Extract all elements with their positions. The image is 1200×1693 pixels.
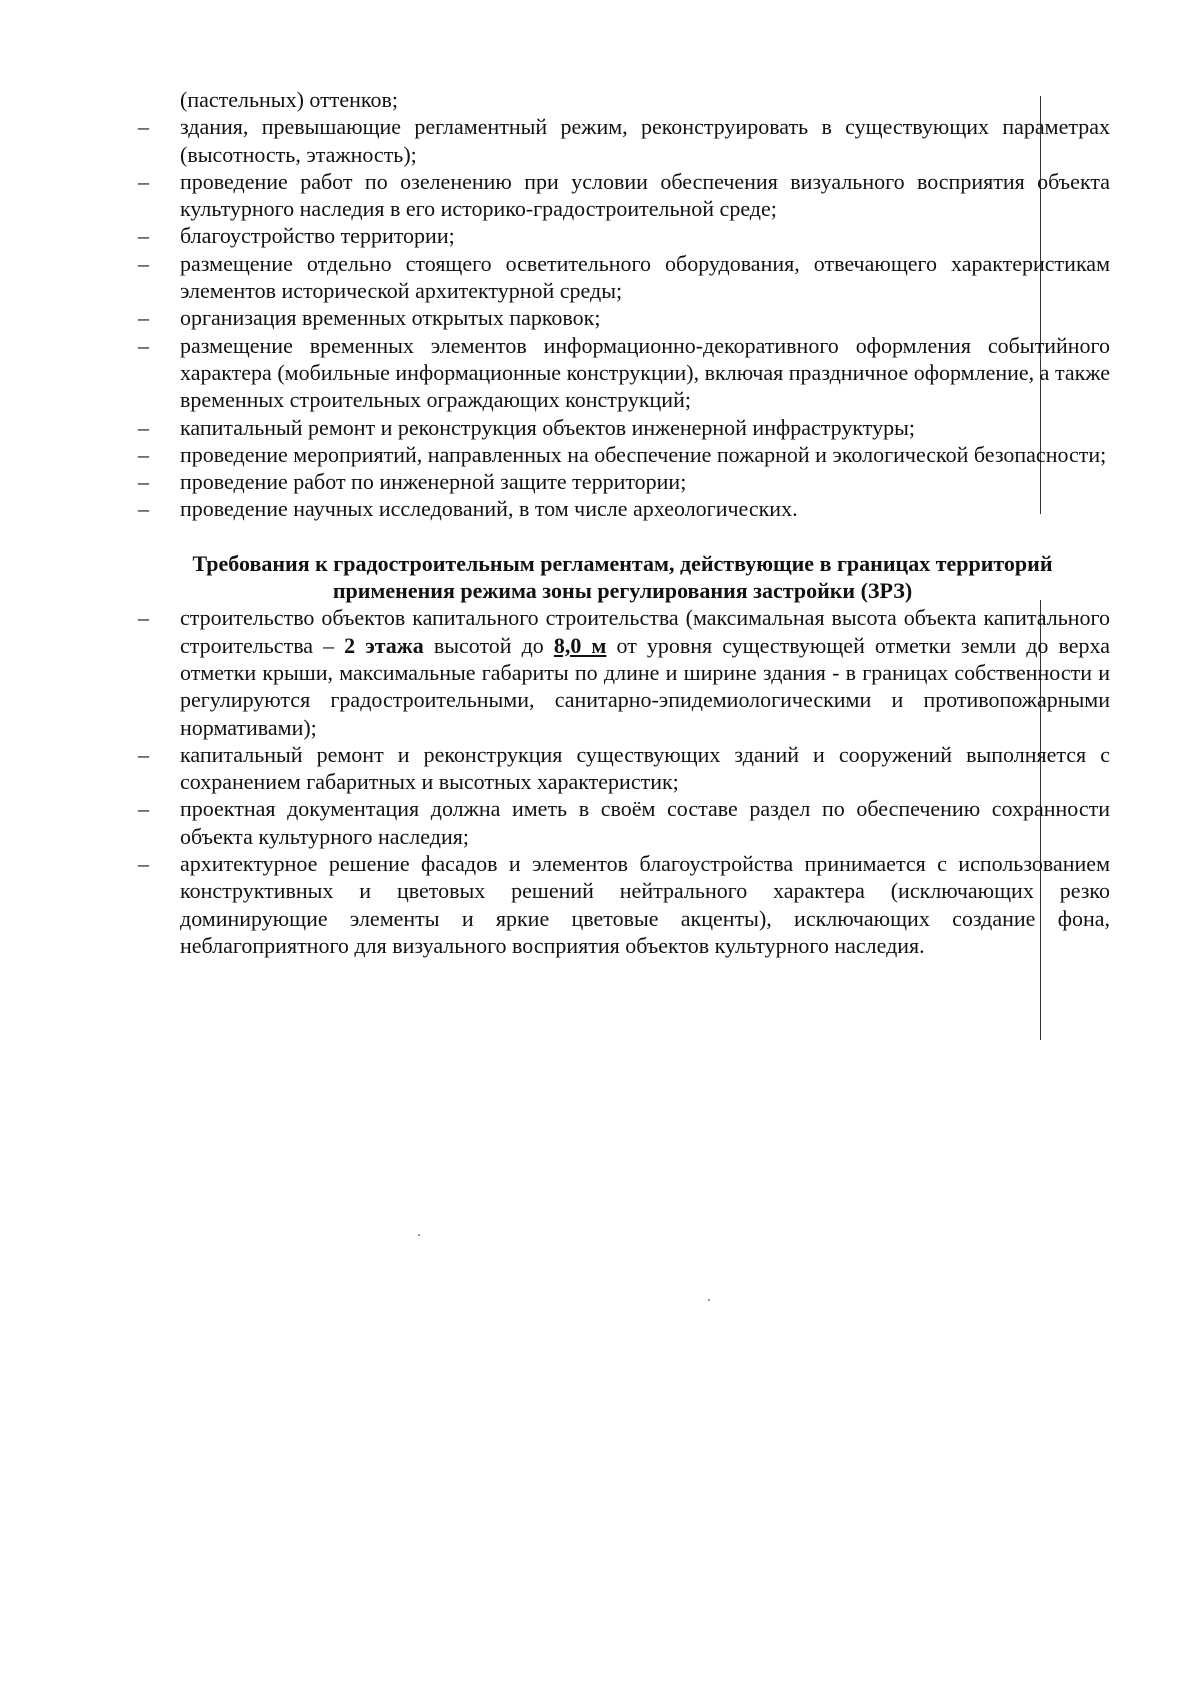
- dash-bullet: –: [138, 223, 149, 249]
- floors-value: 2 этажа: [344, 632, 424, 658]
- list-item: – проведение работ по озеленению при условии обеспечения визуального восприятия объекта культурного наследия в его историко-градостроительной среде;: [138, 168, 1110, 222]
- dash-bullet: –: [138, 332, 149, 358]
- height-value: 8,0 м: [553, 632, 607, 658]
- list-item: – организация временных открытых парковок;: [138, 305, 601, 331]
- list-item: – проведение работ по инженерной защите территории;: [138, 469, 687, 495]
- dash-bullet: –: [138, 469, 149, 495]
- list-item: – архитектурное решение фасадов и элементов благоустройства принимается с использованием конструктивных и цветовых решений нейтрального характера (исключающих резко доминирующие элементы и яркие цветовые акценты), исключающих создание фона, неблагоприятного для визуального восприятия объектов культурного наследия.: [138, 851, 1110, 958]
- dash-bullet: –: [138, 250, 149, 276]
- list-item: – проведение научных исследований, в том числе археологических.: [138, 496, 798, 522]
- dash-bullet: –: [138, 741, 149, 767]
- dash-bullet: –: [138, 851, 149, 877]
- zrz-requirements-list: [135, 604, 1110, 959]
- section-heading: Требования к градостроительным регламентам, действующие в границах территорий применения режима зоны регулирования застройки (ЗРЗ): [192, 550, 1053, 604]
- list-item: – размещение временных элементов информационно-декоративного оформления событийного характера (мобильные информационные конструкции), включая праздничное оформление, а также временных строительных ограждающих конструкций;: [138, 332, 1110, 413]
- list-item: – проведение мероприятий, направленных на обеспечение пожарной и экологической безопасности;: [138, 441, 1107, 467]
- scan-artifact-dot: [418, 1234, 420, 1236]
- dash-bullet: –: [138, 441, 149, 467]
- list-item: – здания, превышающие регламентный режим, реконструировать в существующих параметрах (высотность, этажность);: [138, 114, 1110, 167]
- dash-bullet: –: [138, 414, 149, 440]
- list-item: – капитальный ремонт и реконструкция объектов инженерной инфраструктуры;: [138, 414, 915, 440]
- document-body: [135, 86, 1110, 959]
- dash-bullet: –: [138, 496, 149, 522]
- permitted-works-list: [135, 113, 1110, 522]
- dash-bullet: –: [138, 605, 149, 631]
- scan-artifact-dot: [708, 1299, 710, 1301]
- continuation-text: (пастельных) оттенков;: [180, 87, 398, 112]
- dash-bullet: –: [138, 796, 149, 822]
- list-item: – проектная документация должна иметь в своём составе раздел по обеспечению сохранности объекта культурного наследия;: [138, 796, 1110, 849]
- list-item: – благоустройство территории;: [138, 223, 455, 249]
- dash-bullet: –: [138, 305, 149, 331]
- list-item: – капитальный ремонт и реконструкция существующих зданий и сооружений выполняется с сохранением габаритных и высотных характеристик;: [138, 741, 1110, 795]
- dash-bullet: –: [138, 114, 149, 140]
- dash-bullet: –: [138, 168, 149, 194]
- list-item: – размещение отдельно стоящего осветительного оборудования, отвечающего характеристикам элементов исторической архитектурной среды;: [138, 250, 1110, 304]
- list-item: – строительство объектов капитального строительства (максимальная высота объекта капитального строительства – 2 этажа высотой до 8,0 м от уровня существующей отметки земли до верха отметки крыши, максимальные габариты по длине и ширине здания - в границах собственности и регулируются градостроительными, санитарно-эпидемиологическими и противопожарными нормативами);: [138, 605, 1110, 740]
